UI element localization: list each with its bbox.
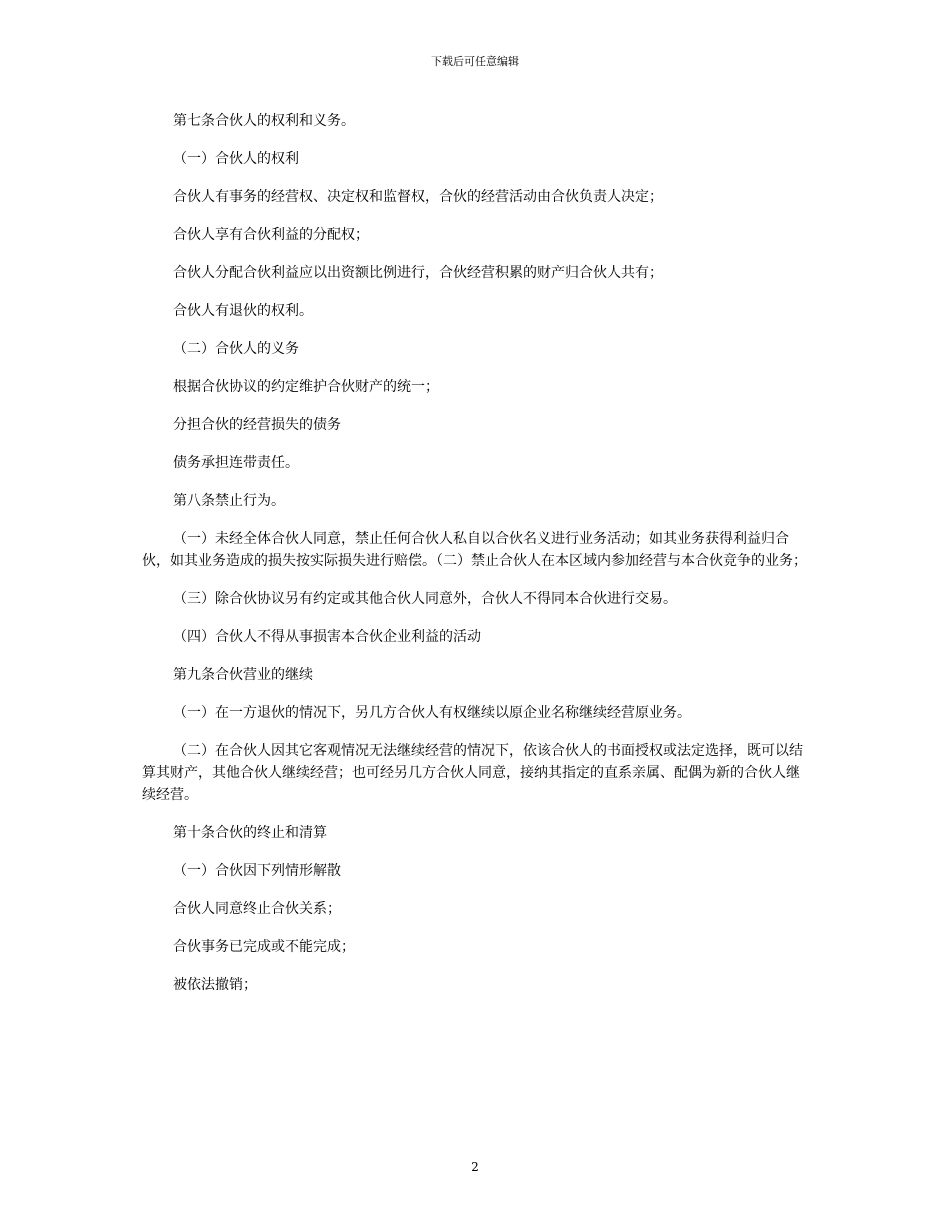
paragraph: （一）在一方退伙的情况下，另几方合伙人有权继续以原企业名称继续经营原业务。 [173,705,691,721]
paragraph: （一）合伙人的权利 [173,151,299,167]
paragraph: 第九条合伙营业的继续 [173,667,313,683]
paragraph: 债务承担连带责任。 [173,455,299,471]
page-number: 2 [471,1160,479,1174]
paragraph: （三）除合伙协议另有约定或其他合伙人同意外，合伙人不得同本合伙进行交易。 [173,591,677,607]
paragraph: 合伙人分配合伙利益应以出资额比例进行，合伙经营积累的财产归合伙人共有； [173,265,663,281]
paragraph: （一）合伙因下列情形解散 [173,863,341,879]
paragraph: 合伙人有事务的经营权、决定权和监督权，合伙的经营活动由合伙负责人决定； [173,189,663,205]
paragraph: 被依法撤销； [173,977,257,993]
paragraph: 根据合伙协议的约定维护合伙财产的统一； [173,379,439,395]
paragraph: 合伙事务已完成或不能完成； [173,939,355,955]
paragraph: 合伙人同意终止合伙关系； [173,901,341,917]
paragraph: 分担合伙的经营损失的债务 [173,417,341,433]
paragraph: 第八条禁止行为。 [173,493,285,509]
paragraph: （四）合伙人不得从事损害本合伙企业利益的活动 [173,629,481,645]
paragraph: 合伙人享有合伙利益的分配权； [173,227,369,243]
paragraph: （二）合伙人的义务 [173,341,299,357]
paragraph: （一）未经全体合伙人同意，禁止任何合伙人私自以合伙名义进行业务活动；如其业务获得利益归合伙，如其业务造成的损失按实际损失进行赔偿。（二）禁止合伙人在本区域内参加经营与本合伙竞争的业务； [142,531,807,569]
paragraph: 第七条合伙人的权利和义务。 [173,113,355,129]
document-body [142,110,810,1012]
page-header: 下载后可任意编辑 [431,55,519,68]
paragraph: （二）在合伙人因其它客观情况无法继续经营的情况下，依该合伙人的书面授权或法定选择，既可以结算其财产，其他合伙人继续经营；也可经另几方合伙人同意，接纳其指定的直系亲属、配偶为新的合伙人继续经营。 [142,743,803,803]
paragraph: 合伙人有退伙的权利。 [173,303,313,319]
paragraph: 第十条合伙的终止和清算 [173,825,327,841]
